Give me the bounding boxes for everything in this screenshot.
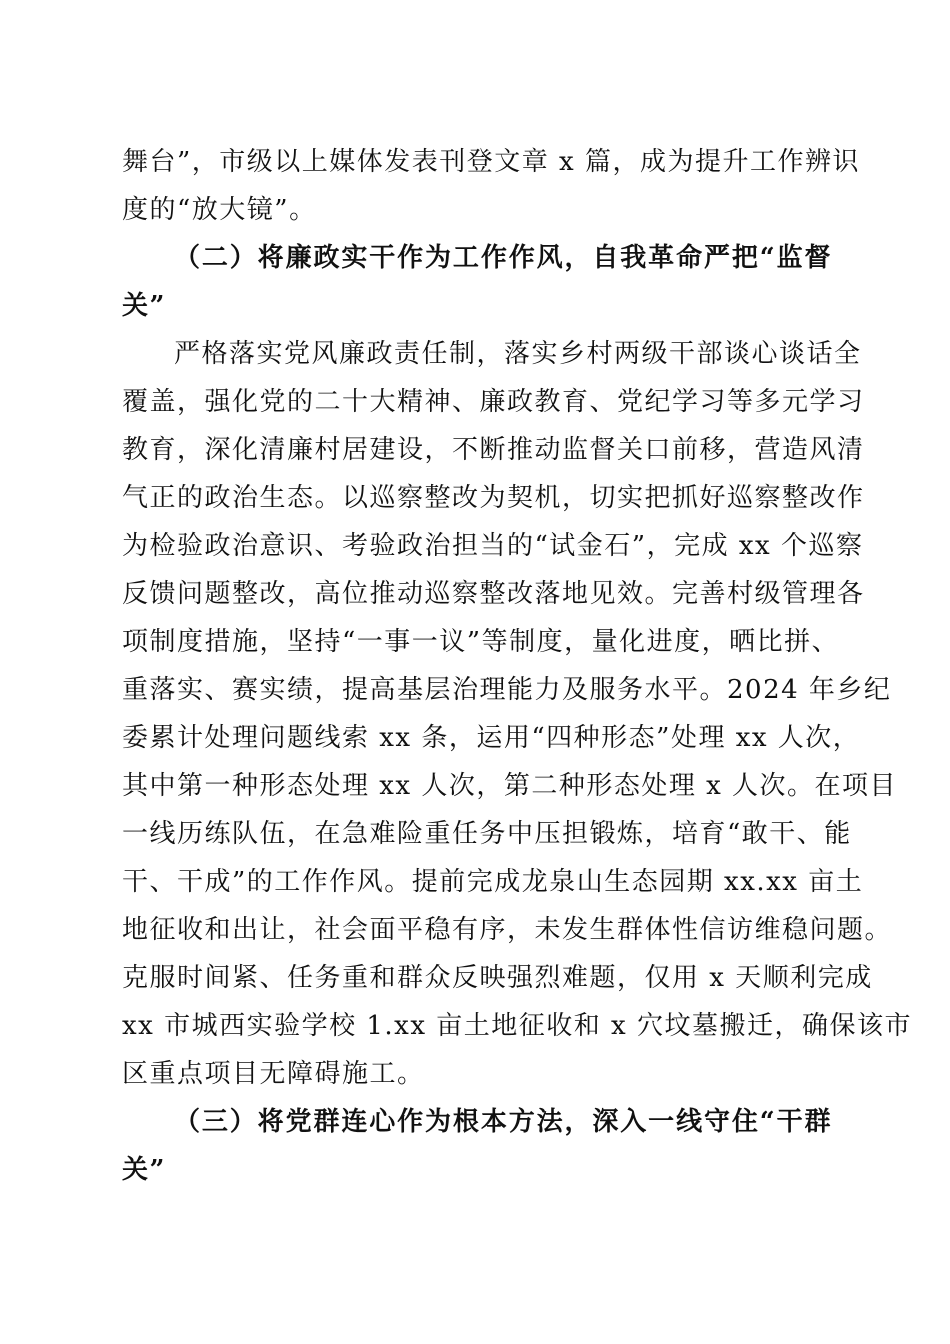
paragraph-line: 反馈问题整改，高位推动巡察整改落地见效。完善村级管理各 [122, 579, 865, 609]
paragraph-line: 地征收和出让，社会面平稳有序，未发生群体性信访维稳问题。 [122, 915, 893, 945]
paragraph-line: 度的“放大镜”。 [122, 195, 317, 225]
section-heading-3-continued: 关” [122, 1155, 166, 1185]
paragraph-line: 其中第一种形态处理 xx 人次，第二种形态处理 x 人次。在项目 [122, 771, 898, 801]
paragraph-line: 教育，深化清廉村居建设，不断推动监督关口前移，营造风清 [122, 435, 865, 465]
section-heading-3: （三）将党群连心作为根本方法，深入一线守住“干群 [174, 1107, 832, 1137]
paragraph-line: xx 市城西实验学校 1.xx 亩土地征收和 x 穴坟墓搬迁，确保该市 [122, 1011, 912, 1041]
paragraph-line: 区重点项目无障碍施工。 [122, 1059, 425, 1089]
paragraph-line: 气正的政治生态。以巡察整改为契机，切实把抓好巡察整改作 [122, 483, 865, 513]
section-heading-2-continued: 关” [122, 291, 166, 321]
paragraph-line: 严格落实党风廉政责任制，落实乡村两级干部谈心谈话全 [174, 339, 862, 369]
paragraph-line: 一线历练队伍，在急难险重任务中压担锻炼，培育“敢干、能 [122, 819, 852, 849]
section-heading-2: （二）将廉政实干作为工作作风，自我革命严把“监督 [174, 243, 832, 273]
paragraph-line: 为检验政治意识、考验政治担当的“试金石”，完成 xx 个巡察 [122, 531, 864, 561]
paragraph-line: 干、干成”的工作作风。提前完成龙泉山生态园期 xx.xx 亩土 [122, 867, 864, 897]
paragraph-line: 委累计处理问题线索 xx 条，运用“四种形态”处理 xx 人次， [122, 723, 861, 753]
paragraph-line: 舞台”，市级以上媒体发表刊登文章 x 篇，成为提升工作辨识 [122, 147, 860, 177]
paragraph-line: 重落实、赛实绩，提高基层治理能力及服务水平。2024 年乡纪 [122, 675, 892, 705]
paragraph-line: 覆盖，强化党的二十大精神、廉政教育、党纪学习等多元学习 [122, 387, 865, 417]
paragraph-line: 项制度措施，坚持“一事一议”等制度，量化进度，晒比拼、 [122, 627, 840, 657]
paragraph-line: 克服时间紧、任务重和群众反映强烈难题，仅用 x 天顺利完成 [122, 963, 873, 993]
